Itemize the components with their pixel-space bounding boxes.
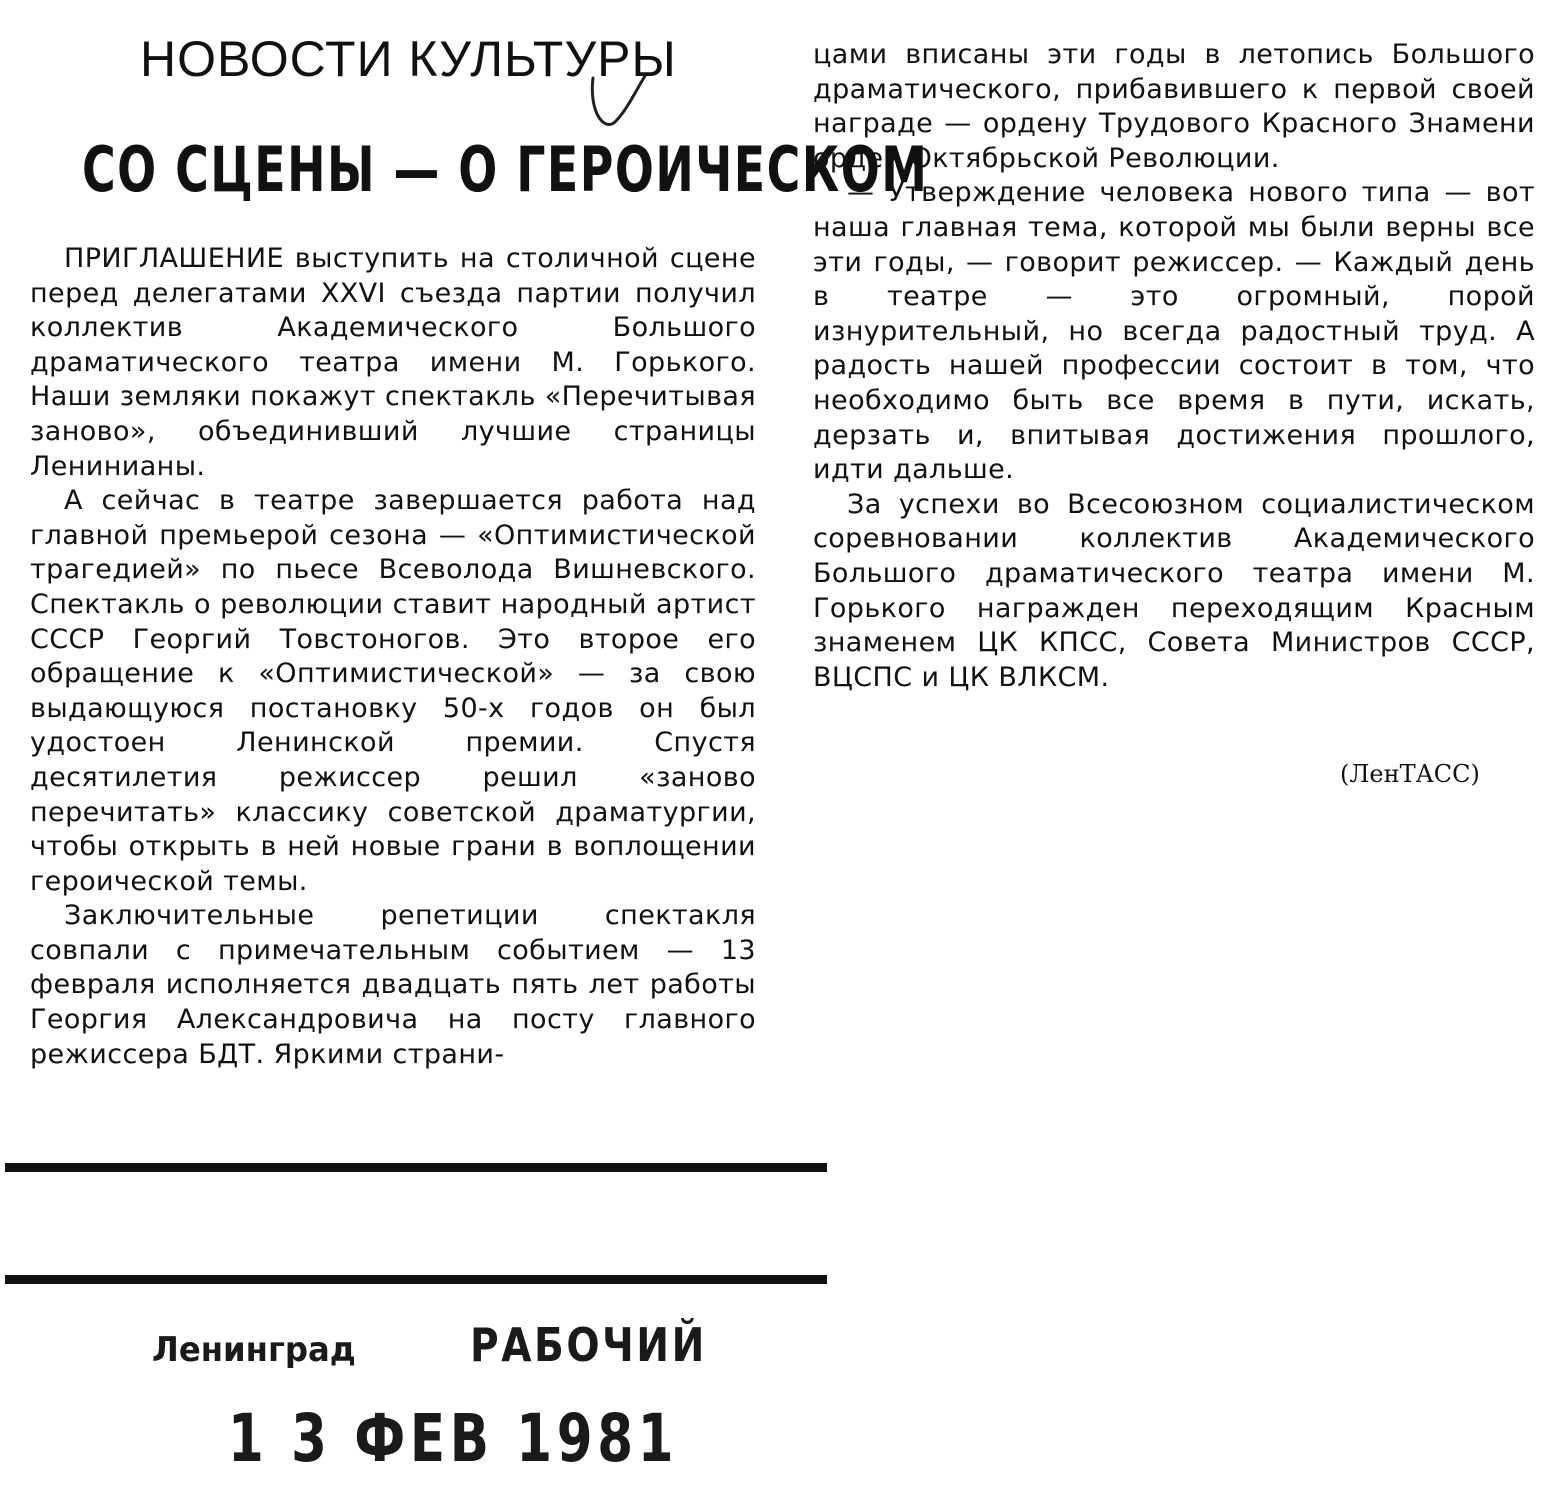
handwritten-check-mark — [585, 70, 655, 140]
stamp-date: 1 3 ФЕВ 1981 — [228, 1400, 679, 1477]
stamp-newspaper-name: РАБОЧИЙ — [470, 1318, 707, 1372]
article-paragraph: Заключительные репетиции спектакля совпали с примечательным событием — 13 февраля исполняется двадцать пять лет работы Георгия Александровича на посту главного режиссера БДТ. Яркими страни- — [30, 900, 756, 1070]
divider-rule — [5, 1163, 827, 1172]
article-paragraph: За успехи во Всесоюзном социалистическом соревновании коллектив Академического Большого драматического театра имени М. Горького награжден переходящим Красным знаменем ЦК КПСС, Совета Министров СССР, ВЦСПС и ЦК ВЛКСМ. — [813, 488, 1535, 693]
article-paragraph-continuation: цами вписаны эти годы в летопись Большого драматического, прибавившего к первой своей награде — ордену Трудового Красного Знамени орден Октябрьской Революции. — [813, 39, 1535, 174]
article-paragraph: — Утверждение человека нового типа — вот наша главная тема, которой мы были верны все эти годы, — говорит режиссер. — Каждый день в театре — это огромный, порой изнурительный, но всегда радостный труд. А радость нашей профессии состоит в том, что необходимо быть все время в пути, искать, дерзать и, впитывая достижения прошлого, идти дальше. — [813, 177, 1535, 486]
divider-rule — [5, 1275, 827, 1284]
article-column-right — [813, 38, 1535, 695]
stamp-city: Ленинград — [152, 1330, 356, 1370]
article-paragraph: А сейчас в театре завершается работа над главной премьерой сезона — «Оптимистической трагедией» по пьесе Всеволода Вишневского. Спектакль о революции ставит народный артист СССР Георгий Товстоногов. Это второе его обращение к «Оптимистической» — за свою выдающуюся постановку 50-х годов он был удостоен Ленинской премии. Спустя десятилетия режиссер решил «заново перечитать» классику советской драматургии, чтобы открыть в ней новые грани в воплощении героической темы. — [30, 485, 756, 897]
rubric-title: НОВОСТИ КУЛЬТУРЫ — [140, 31, 677, 87]
article-column-left — [30, 242, 756, 1072]
news-agency-credit: (ЛенТАСС) — [1340, 760, 1480, 788]
article-headline: СО СЦЕНЫ — О ГЕРОИЧЕСКОМ — [82, 133, 929, 206]
article-paragraph: ПРИГЛАШЕНИЕ выступить на столичной сцене перед делегатами XXVI съезда партии получил коллектив Академического Большого драматического театра имени М. Горького. Наши земляки покажут спектакль «Перечитывая заново», объединивший лучшие страницы Ленинианы. — [30, 243, 756, 482]
